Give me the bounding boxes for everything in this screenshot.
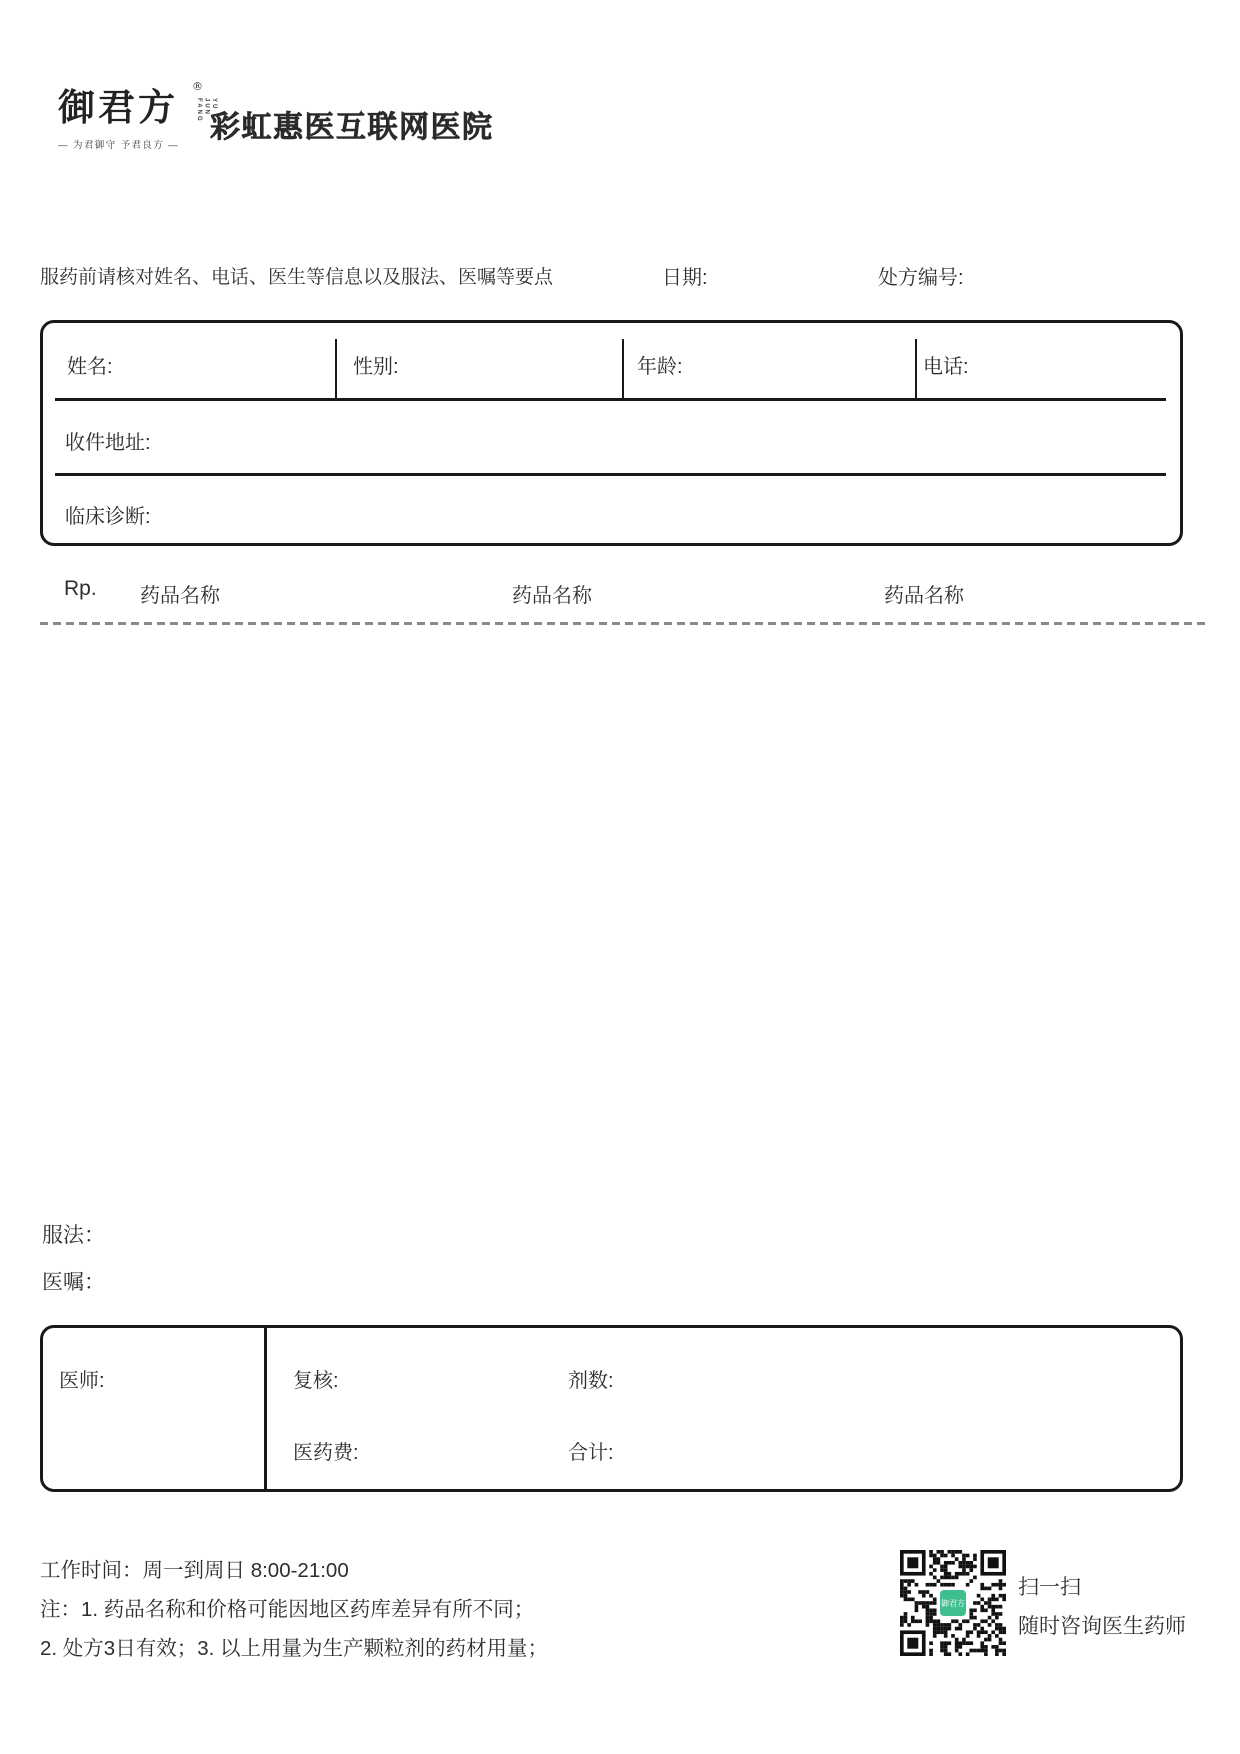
doctor-label: 医师:	[59, 1370, 105, 1392]
drug-name-column-2: 药品名称	[512, 585, 592, 607]
advice-label: 医嘱：	[42, 1271, 105, 1294]
logo-text: 御君方	[58, 85, 178, 129]
dashed-separator	[40, 622, 1205, 625]
note-line-1: 注：1. 药品名称和价格可能因地区药库差异有所不同；	[40, 1598, 535, 1621]
work-hours-text: 工作时间：周一到周日 8:00-21:00	[40, 1559, 349, 1582]
usage-label: 服法：	[42, 1224, 105, 1247]
qr-code	[900, 1550, 1006, 1656]
column-divider	[622, 339, 624, 398]
gender-label: 性别:	[353, 356, 399, 378]
note-line-2: 2. 处方3日有效；3. 以上用量为生产颗粒剂的药材用量；	[40, 1637, 548, 1660]
row-divider	[55, 473, 1166, 476]
drug-name-column-3: 药品名称	[884, 585, 964, 607]
registered-trademark-mark: ®	[192, 80, 206, 93]
brand-logo	[58, 80, 217, 152]
column-divider	[915, 339, 917, 398]
review-label: 复核:	[293, 1370, 339, 1392]
patient-info-box	[40, 320, 1183, 546]
fee-label: 医药费:	[293, 1442, 359, 1464]
pre-check-notice: 服药前请核对姓名、电话、医生等信息以及服法、医嘱等要点	[40, 267, 554, 288]
drug-name-column-1: 药品名称	[140, 585, 220, 607]
scan-subtitle: 随时咨询医生药师	[1018, 1615, 1186, 1638]
column-divider	[335, 339, 337, 398]
phone-label: 电话:	[923, 356, 969, 378]
address-label: 收件地址:	[65, 432, 151, 454]
signature-box	[40, 1325, 1183, 1492]
hospital-title: 彩虹惠医互联网医院	[210, 111, 494, 144]
qr-center-badge: 御君方	[938, 1588, 968, 1618]
total-label: 合计:	[568, 1442, 614, 1464]
age-label: 年龄:	[637, 356, 683, 378]
rx-number-label: 处方编号:	[878, 267, 964, 289]
name-label: 姓名:	[67, 356, 113, 378]
date-label: 日期:	[662, 267, 708, 289]
row-divider	[55, 398, 1166, 401]
scan-title: 扫一扫	[1018, 1576, 1081, 1599]
column-divider	[264, 1328, 267, 1489]
rp-label: Rp.	[64, 577, 97, 600]
diagnosis-label: 临床诊断:	[65, 506, 151, 528]
logo-tagline: — 为君御守 予君良方 —	[58, 140, 180, 152]
logo-vertical-text: YU JUN FANG	[196, 98, 217, 123]
dose-count-label: 剂数:	[568, 1370, 614, 1392]
